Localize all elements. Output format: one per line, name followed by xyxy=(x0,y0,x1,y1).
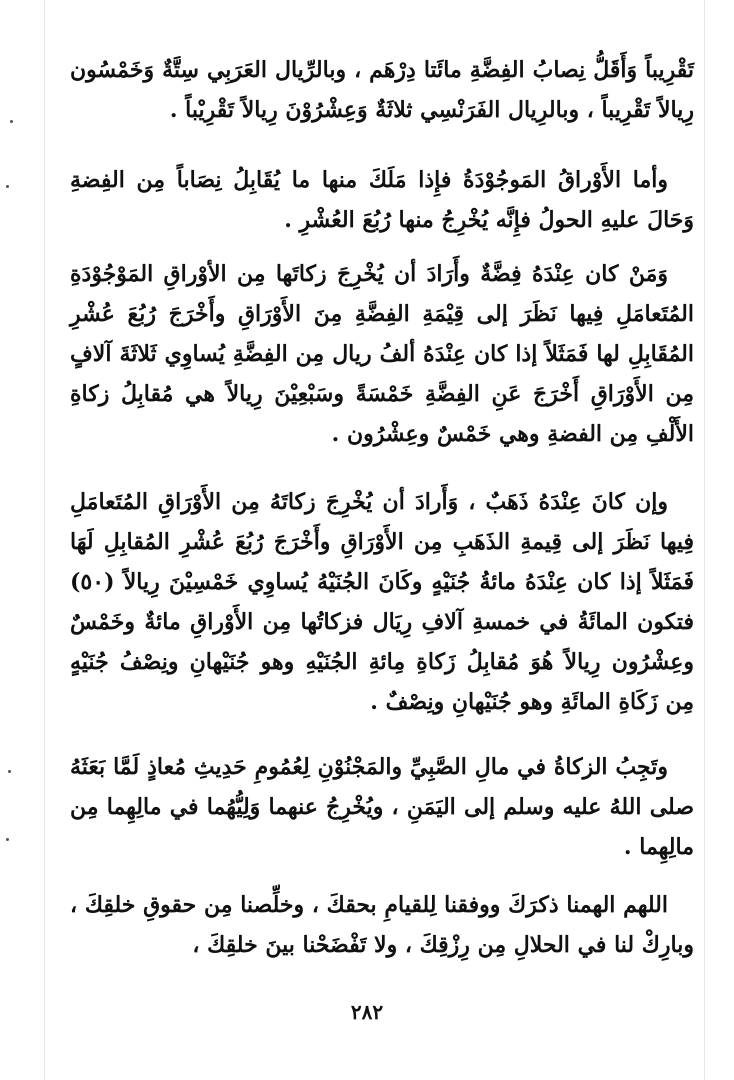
paragraph-text: وَمَنْ كان عِنْدَهُ فِضَّةٌ وأَرَادَ أن يُخْرِجَ زكاتَها مِن الأوْراقِ المَوْجُوْدَةِ المُتَعامَلِ فِيها نَظَرَ إلى قِيْمَةِ الفِضَّةِ مِنَ الأَوْرَاقِ وأَخْرَجَ رُبُعَ عُشْرِ المُقَابِلِ لها فَمَثَلاً إذا كان عِنْدَهُ ألفُ ريال مِن الفِضَّةِ يُساوِي ثَلاثَةَ آلافٍ مِن الأَوْرَاقِ أَخْرَجَ عَنِ الفِضَّةِ خَمْسَةً وسَبْعِيْنَ رِيالاً هي مُقابِلُ زكاةِ الأَلْفِ مِن الفضةِ وهي خَمْسٌ وعِشْرُون . xyxy=(70,261,694,447)
paragraph-text: وأما الأَوْراقُ المَوجُوْدَةُ فإِذا مَلَكَ منها ما يُقَابِلُ نِصَاباً مِن الفِضةِ وَحَالَ عليهِ الحولُ فإِنَّه يُخْرِجُ منها رُبُعَ العُشْرِ . xyxy=(70,167,694,233)
paragraph-text: تَقْرِيباً وَأَقَلُّ نِصابُ الفِضَّةِ مائَتا دِرْهَم ، وبالرِّيال العَرَبِي سِتَّةٌ وَخَمْسُون رِيالاً تَقْرِيباً ، وبالرِيال الفَرَنْسِي ثلاثَةٌ وَعِشْرُوْنَ رِيالاً تَقْرِيْباً . xyxy=(70,57,694,123)
paragraph-paper-money xyxy=(70,160,694,240)
margin-speck xyxy=(8,770,11,773)
paragraph-text: وتَجِبُ الزكاةُ في مالِ الصَّبِيِّ والمَجْنُوْنِ لِعُمُومِ حَدِيثِ مُعاذٍ لَمَّا بَعَثَهُ صلى اللهُ عليه وسلم إلى اليَمَنِ ، ويُخْرِجُ عنهما وَلِيُّهُما في مالِهِما مِن مالِهِما . xyxy=(70,754,694,860)
paragraph-gold-zakat-example xyxy=(70,482,694,722)
margin-speck xyxy=(10,120,13,123)
scan-edge-left xyxy=(44,0,45,1080)
paragraph-text: اللهم الهمنا ذكرَكَ ووفقنا لِلقيامِ بحقكَ ، وخلِّصنا مِن حقوقِ خلقِكَ ، وبارِكْ لنا في الحلالِ مِن رِزْقِكَ ، ولا تَفْضَحْنا بينَ خلقِكَ ، xyxy=(70,892,694,958)
paragraph-silver-nisab xyxy=(70,50,694,130)
margin-speck xyxy=(6,185,9,188)
scan-edge-right xyxy=(704,0,705,1080)
paragraph-supplication xyxy=(70,885,694,965)
paragraph-silver-zakat-example xyxy=(70,254,694,454)
page-number: ٢٨٢ xyxy=(350,1000,384,1024)
paragraph-text: وإن كانَ عِنْدَهُ ذَهَبٌ ، وَأَرادَ أن يُخْرِجَ زكاتَهُ مِن الأَوْرَاقِ المُتَعامَلِ فِيها نَظَرَ إلى قِيمةِ الذَهَبِ مِن الأَوْرَاقِ وأَخْرَجَ رُبُعَ عُشْرِ المُقابِلِ لَهَا فَمَثَلاً إذا كان عِنْدَهُ مائةُ جُنَيْهٍ وكَانَ الجُنَيْهُ يُساوِي خَمْسِيْنَ رِيالاً (٥٠) فتكون المائَةُ في خمسةِ آلافِ رِيَال فزكاتُها مِن الأَوْراقِ مائةٌ وخَمْسٌ وعِشْرُون رِيالاً هُوَ مُقابِلُ زَكاةِ مِائةِ الجُنَيْهِ وهو جُنَيْهانِ ونِصْفُ جُنَيْهٍ مِن زَكَاةِ المائَةِ وهو جُنَيْهانِ ونِصْفٌ . xyxy=(70,489,694,715)
paragraph-child-insane-zakat xyxy=(70,747,694,867)
margin-speck xyxy=(6,838,9,841)
